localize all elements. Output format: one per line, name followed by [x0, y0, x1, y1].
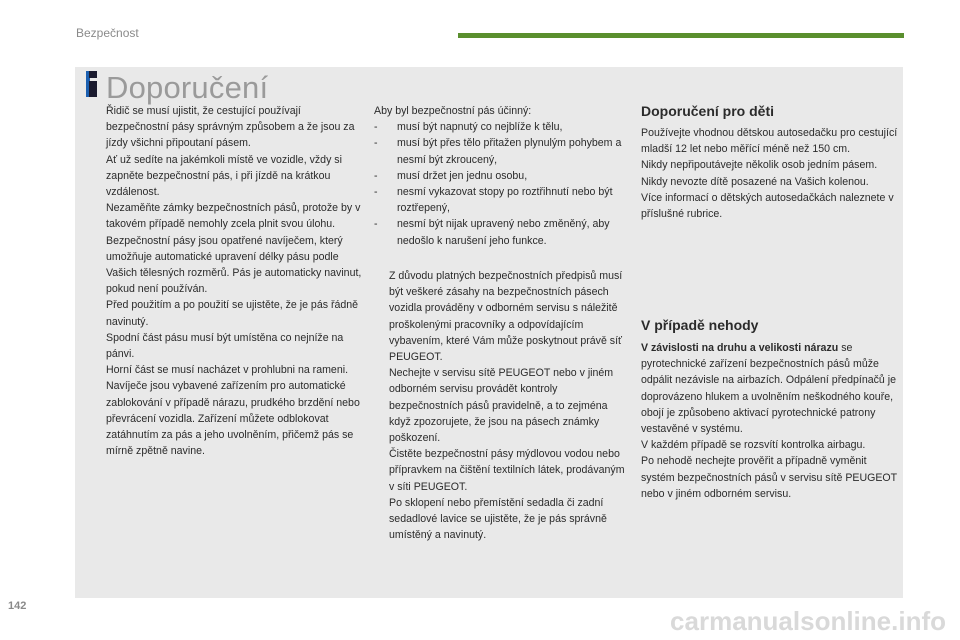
paragraph: Nechejte v servisu sítě PEUGEOT nebo v jiném odborném servisu provádět kontroly bezpečnostních pásů pravidelně, a to zejména když zpozorujete, že jsou na pásech známky poškození.: [389, 367, 614, 445]
info-icon: [86, 71, 100, 97]
list-intro: Aby byl bezpečnostní pás účinný:: [374, 105, 532, 117]
paragraph: Více informací o dětských autosedačkách naleznete v příslušné rubrice.: [641, 191, 894, 221]
paragraph: Před použitím a po použití se ujistěte, že je pás řádně navinutý.: [106, 299, 359, 328]
paragraph: V závislosti na druhu a velikosti nárazu se pyrotechnické zařízení bezpečnostních pásů může odpálit nezávisle na airbazích. Odpálení předpínačů je doprovázeno hlukem a uvolněním neškodného kouře, obojí je způsobeno aktivací pyrotechnické patrony vestavěné v systému.: [641, 342, 897, 436]
lead-text: V závislosti na druhu a velikosti nárazu: [641, 342, 839, 354]
header-rule: [458, 33, 904, 38]
list-item: - nesmí vykazovat stopy po roztřihnutí nebo být roztřepený,: [374, 186, 613, 215]
paragraph: Řidič se musí ujistit, že cestující používají bezpečnostní pásy správným způsobem a že jsou za jízdy všichni připoutaní pásem.: [106, 105, 355, 150]
paragraph: Z důvodu platných bezpečnostních předpisů musí být veškeré zásahy na bezpečnostních pásech vozidla prováděny v odborném servisu s náležitě proškolenými pracovníky a odpovídajícím vybavením, které Vám může poskytnout právě síť PEUGEOT.: [389, 270, 623, 364]
paragraph: Nikdy nepřipoutávejte několik osob jedním pásem.: [641, 159, 878, 172]
paragraph: Po sklopení nebo přemístění sedadla či zadní sedadlové lavice se ujistěte, že je pás správně umístěný a navinutý.: [389, 496, 607, 542]
paragraph: Nikdy nevozte dítě posazené na Vašich kolenou.: [641, 175, 869, 188]
paragraph: Používejte vhodnou dětskou autosedačku pro cestující mladší 12 let nebo měřící méně než 150 cm.: [641, 127, 898, 156]
paragraph: Čistěte bezpečnostní pásy mýdlovou vodou nebo přípravkem na čištění textilních látek, prodávaným v síti PEUGEOT.: [389, 448, 625, 493]
heading-children: Doporučení pro děti: [641, 103, 774, 119]
paragraph: Spodní část pásu musí být umístěna co nejníže na pánvi.: [106, 331, 344, 361]
page-title: Doporučení: [106, 70, 269, 105]
watermark: carmanualsonline.info: [670, 606, 946, 636]
paragraph: Po nehodě nechejte prověřit a případně vyměnit systém bezpečnostních pásů v servisu sítě PEUGEOT nebo v jiném odborném servisu.: [641, 455, 897, 500]
paragraph: Horní část se musí nacházet v prohlubni na rameni.: [106, 364, 349, 377]
list-item: - musí být napnutý co nejblíže k tělu,: [374, 121, 563, 134]
service-notes: [374, 268, 630, 543]
section-label: Bezpečnost: [76, 26, 139, 40]
list-item: - musí být přes tělo přitažen plynulým pohybem a nesmí být zkroucený,: [374, 137, 622, 166]
column-2: [374, 103, 630, 542]
accident-text: [641, 340, 899, 502]
paragraph: Nezaměňte zámky bezpečnostních pásů, protože by v takovém případě nemohly zcela plnit svou úlohu.: [106, 202, 361, 231]
column-1: [106, 103, 362, 459]
paragraph: Ať už sedíte na jakémkoli místě ve vozidle, vždy si zapněte bezpečnostní pás, i při jízdě na krátkou vzdálenost.: [106, 153, 342, 199]
children-text: [641, 125, 899, 222]
paragraph: Bezpečnostní pásy jsou opatřené navíječem, který umožňuje automatické upravení délky pásu podle Vašich tělesných rozměrů. Pás je automaticky navinut, pokud není používán.: [106, 234, 362, 296]
heading-accident: V případě nehody: [641, 317, 759, 333]
page-number: 142: [8, 600, 27, 612]
list-item: - nesmí být nijak upravený nebo změněný, aby nedošlo k narušení jeho funkce.: [374, 218, 610, 247]
list-item: - musí držet jen jednu osobu,: [374, 169, 528, 182]
paragraph: V každém případě se rozsvítí kontrolka airbagu.: [641, 439, 866, 452]
paragraph: Navíječe jsou vybavené zařízením pro automatické zablokování v případě nárazu, prudkého brzdění nebo převrácení vozidla. Zařízení můžete odblokovat zatáhnutím za pás a jeho uvolněním, přičemž pás se mírně zpětně navine.: [106, 380, 360, 458]
requirements-list: [374, 119, 630, 249]
